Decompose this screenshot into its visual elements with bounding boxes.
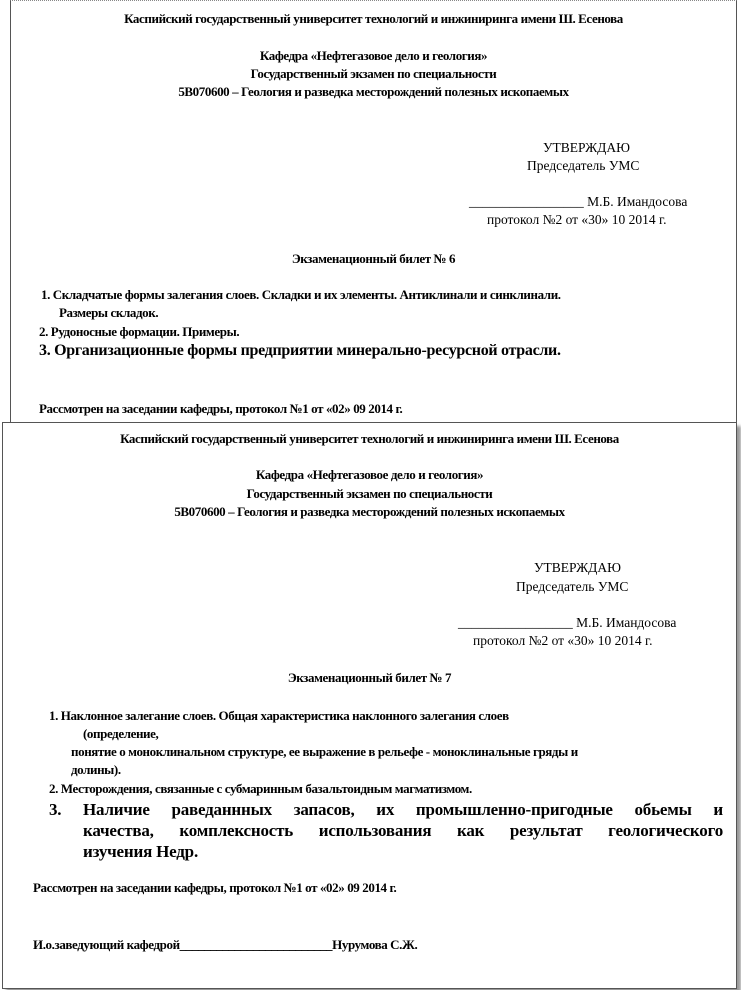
question-1-cont: (определение, — [83, 726, 159, 741]
question-3-number: 3. — [49, 800, 62, 819]
university-name: Каспийский государственный университет технологий и инжиниринга имени Ш. Есенова — [120, 431, 619, 446]
protocol: протокол №2 от «30» 10 2014 г. — [487, 212, 667, 227]
chair-label: Председатель УМС — [516, 579, 629, 594]
question-3: Наличие раведаннных запасов, их промышленно-пригодные обьемы и — [83, 800, 723, 819]
question-2: 2. Рудоносные формации. Примеры. — [39, 324, 240, 339]
exam-ticket-6 — [10, 0, 737, 426]
head-of-department-signature: И.о.заведующий кафедрой_________________________Нурумова С.Ж. — [33, 937, 418, 952]
university-name: Каспийский государственный университет технологий и инжиниринга имени Ш. Есенова — [124, 11, 623, 26]
department: Кафедра «Нефтегазовое дело и геология» — [259, 48, 488, 63]
exam-name: Государственный экзамен по специальности — [246, 486, 493, 501]
chair-label: Председатель УМС — [527, 158, 640, 173]
specialty: 5В070600 – Геология и разведка месторождений полезных ископаемых — [174, 504, 565, 519]
question-1: 1. Наклонное залегание слоев. Общая характеристика наклонного залегания слоев — [49, 708, 509, 723]
signature-line: _________________ М.Б. Имандосова — [458, 615, 677, 630]
question-1-cont: понятие о моноклинальном структуре, ее выражение в рельефе - моноклинальные гряды и — [71, 744, 578, 759]
approve-label: УТВЕРЖДАЮ — [543, 140, 631, 155]
question-3: 3. Организационные формы предприятии минерально-ресурсной отрасли. — [39, 342, 561, 359]
ticket-title: Экзаменационный билет № 7 — [287, 670, 452, 685]
approve-label: УТВЕРЖДАЮ — [534, 560, 622, 575]
question-1-cont: Размеры складок. — [59, 305, 159, 320]
reviewed-note: Рассмотрен на заседании кафедры, протокол №1 от «02» 09 2014 г. — [39, 401, 403, 416]
question-2: 2. Месторождения, связанные с субмаринным базальтоидным магматизмом. — [49, 781, 472, 796]
ticket-title: Экзаменационный билет № 6 — [291, 251, 456, 266]
reviewed-note: Рассмотрен на заседании кафедры, протокол №1 от «02» 09 2014 г. — [33, 880, 397, 895]
question-3-cont: изучения Недр. — [83, 842, 198, 861]
signature-line: _________________ М.Б. Имандосова — [469, 194, 688, 209]
protocol: протокол №2 от «30» 10 2014 г. — [473, 633, 653, 648]
question-1-cont: долины). — [71, 762, 121, 777]
question-1: 1. Складчатые формы залегания слоев. Складки и их элементы. Антиклинали и синклинали. — [41, 287, 561, 302]
exam-name: Государственный экзамен по специальности — [250, 66, 497, 81]
exam-ticket-7 — [2, 422, 737, 989]
department: Кафедра «Нефтегазовое дело и геология» — [255, 467, 484, 482]
question-3-cont: качества, комплексность использования как результат геологического — [83, 821, 723, 840]
specialty: 5В070600 – Геология и разведка месторождений полезных ископаемых — [178, 84, 569, 99]
